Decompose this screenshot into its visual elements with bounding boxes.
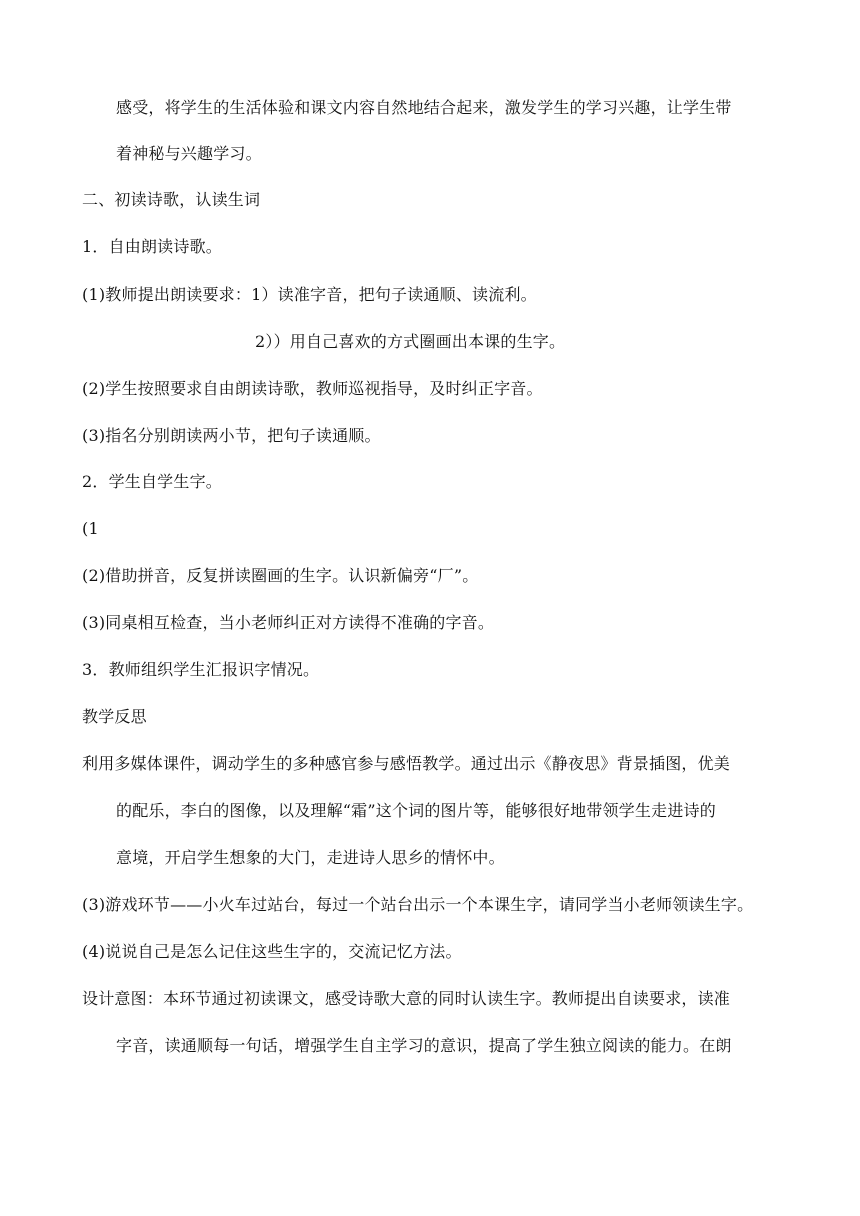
text-line: (2)借助拼音，反复拼读圈画的生字。认识新偏旁“厂”。 — [82, 566, 479, 585]
text-line: 的配乐，李白的图像，以及理解“霜”这个词的图片等，能够很好地带领学生走进诗的 — [116, 801, 716, 820]
text-line: (1)教师提出朗读要求：1）读准字音，把句子读通顺、读流利。 — [82, 285, 537, 304]
text-line: (2)学生按照要求自由朗读诗歌，教师巡视指导，及时纠正字音。 — [82, 379, 543, 398]
text-line: (3)同桌相互检查，当小老师纠正对方读得不准确的字音。 — [82, 613, 495, 632]
text-line: (1 — [82, 519, 99, 538]
text-line: 字音，读通顺每一句话，增强学生自主学习的意识，提高了学生独立阅读的能力。在朗 — [116, 1036, 732, 1055]
section-heading: 二、初读诗歌，认读生词 — [82, 190, 261, 209]
text-line: (3)游戏环节——小火车过站台，每过一个站台出示一个本课生字，请同学当小老师领读生字。 — [82, 895, 754, 914]
text-line: 利用多媒体课件，调动学生的多种感官参与感悟教学。通过出示《静夜思》背景插图，优美 — [82, 754, 731, 773]
text-line: 感受，将学生的生活体验和课文内容自然地结合起来，激发学生的学习兴趣，让学生带 — [116, 98, 732, 117]
text-line: 设计意图：本环节通过初读课文，感受诗歌大意的同时认读生字。教师提出自读要求，读准 — [82, 989, 731, 1008]
text-line: 2））用自己喜欢的方式圈画出本课的生字。 — [255, 332, 566, 351]
text-line: 1．自由朗读诗歌。 — [82, 237, 222, 256]
text-line: (3)指名分别朗读两小节，把句子读通顺。 — [82, 426, 381, 445]
text-line: 3．教师组织学生汇报识字情况。 — [82, 660, 320, 679]
text-line: 意境，开启学生想象的大门，走进诗人思乡的情怀中。 — [116, 848, 505, 867]
text-line: 着神秘与兴趣学习。 — [116, 144, 262, 163]
text-line: (4)说说自己是怎么记住这些生字的，交流记忆方法。 — [82, 942, 462, 961]
section-heading: 教学反思 — [82, 707, 147, 726]
text-line: 2．学生自学生字。 — [82, 472, 222, 491]
